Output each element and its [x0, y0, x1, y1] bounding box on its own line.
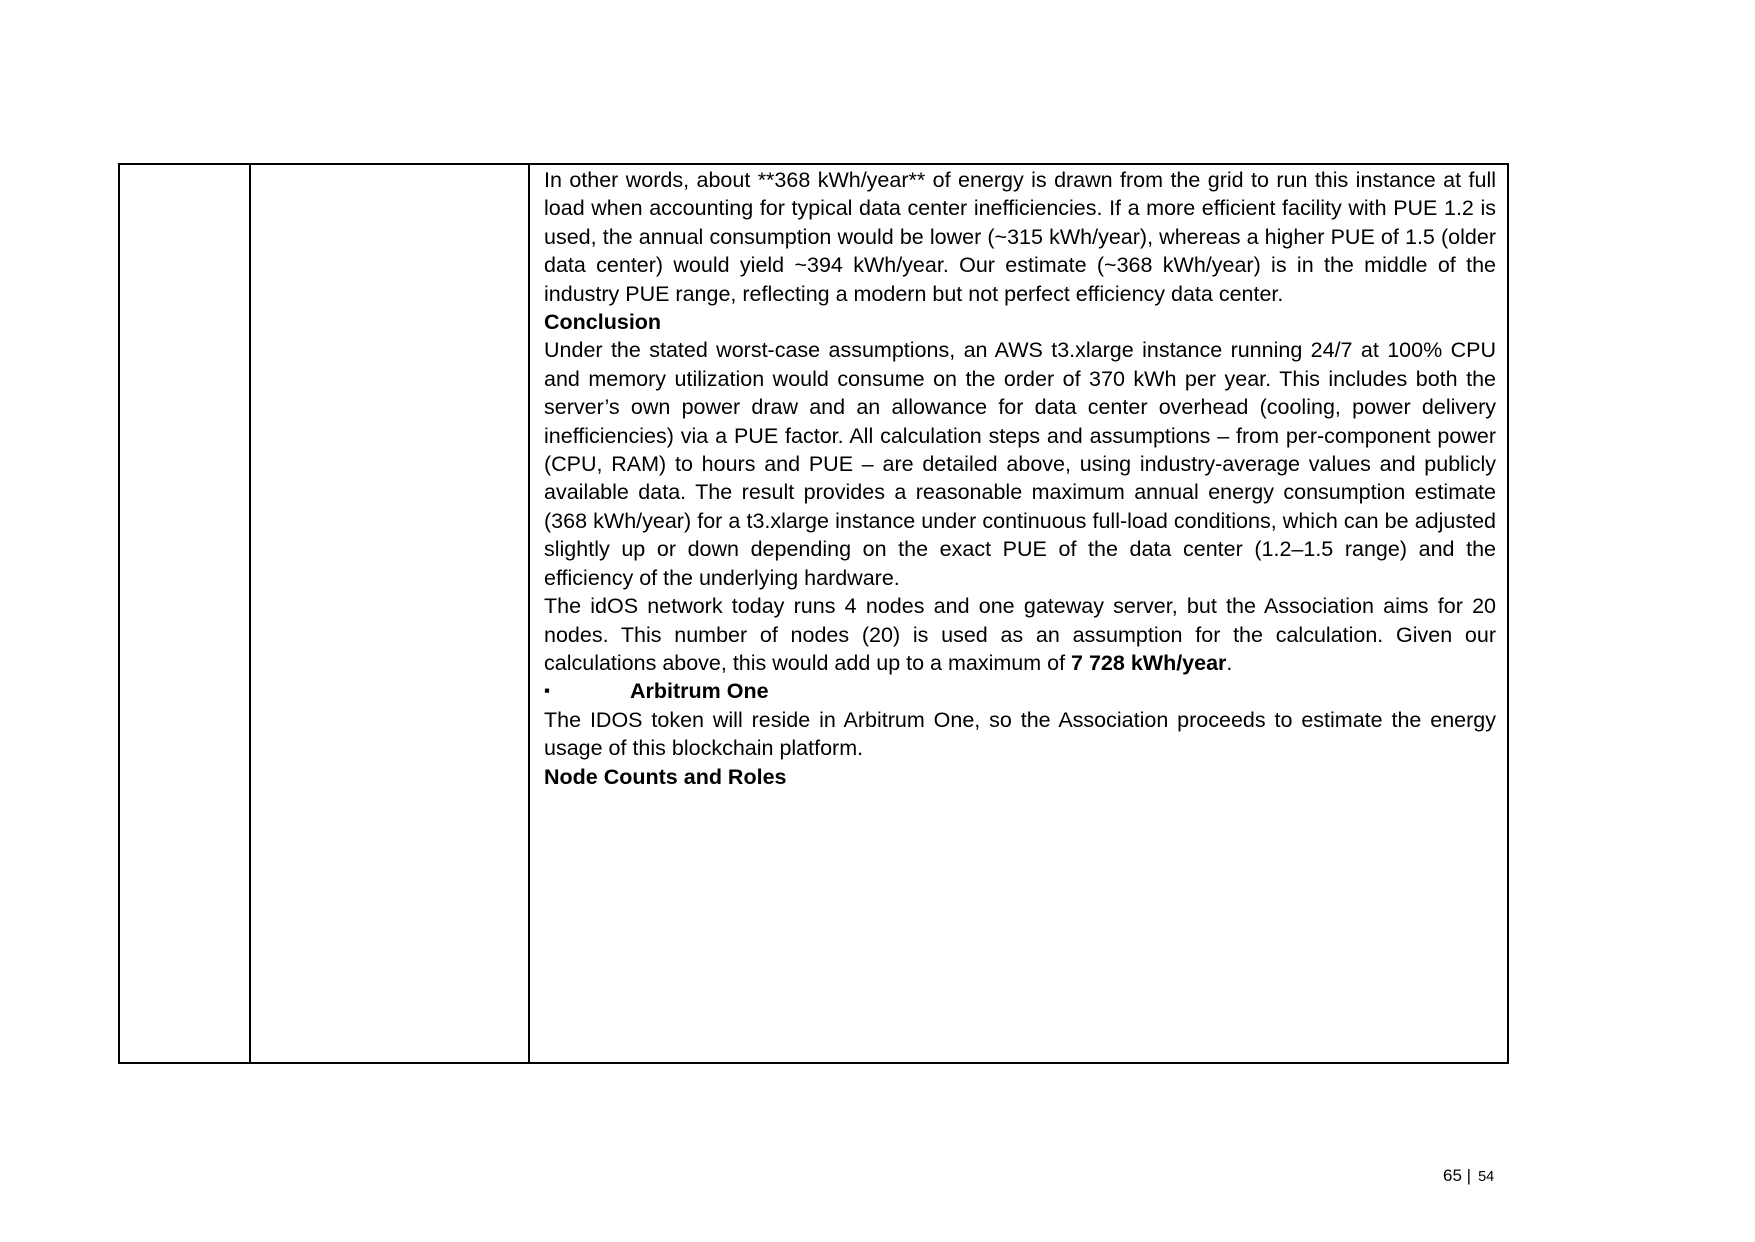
page-number-current: 65 |	[1443, 1166, 1472, 1185]
page-number	[1443, 1166, 1494, 1186]
table-row	[119, 164, 1508, 1063]
table-cell-empty-left	[119, 164, 250, 1063]
square-bullet-icon: ▪	[544, 681, 551, 701]
bullet-label-arbitrum-one: Arbitrum One	[630, 679, 769, 704]
idos-bold-value: 7 728 kWh/year	[1071, 650, 1227, 675]
table-cell-empty-middle	[250, 164, 529, 1063]
paragraph-energy-summary: In other words, about **368 kWh/year** of energy is drawn from the grid to run this instance at full load when accounting for typical data center inefficiencies. If a more efficient facility with PUE 1.2 is used, the annual consumption would be lower (~315 kWh/year), whereas a higher PUE of 1.5 (older data center) would yield ~394 kWh/year. Our estimate (~368 kWh/year) is in the middle of the industry PUE range, reflecting a modern but not perfect efficiency data center.	[544, 168, 1496, 306]
bullet-item-arbitrum	[544, 677, 1496, 705]
heading-conclusion: Conclusion	[544, 310, 662, 335]
paragraph-conclusion: Under the stated worst-case assumptions, an AWS t3.xlarge instance running 24/7 at 100% CPU and memory utilization would consume on the order of 370 kWh per year. This includes both the server’s own power draw and an allowance for data center overhead (cooling, power delivery inefficiencies) via a PUE factor. All calculation steps and assumptions – from per-component power (CPU, RAM) to hours and PUE – are detailed above, using industry-average values and publicly available data. The result provides a reasonable maximum annual energy consumption estimate (368 kWh/year) for a t3.xlarge instance under continuous full-load conditions, which can be adjusted slightly up or down depending on the exact PUE of the data center (1.2–1.5 range) and the efficiency of the underlying hardware.	[544, 338, 1496, 590]
paragraph-idos-network	[544, 592, 1496, 677]
page-number-secondary: 54	[1478, 1169, 1495, 1185]
idos-text-after: .	[1226, 650, 1233, 675]
heading-node-counts: Node Counts and Roles	[544, 764, 787, 789]
table-cell-body-text	[529, 164, 1508, 1063]
idos-text-before: The idOS network today runs 4 nodes and one gateway server, but the Association aims for 20 nodes. This number of nodes (20) is used as an assumption for the calculation. Given our calculations above, this would add up to a maximum of	[544, 594, 1496, 675]
content-table	[118, 163, 1509, 1064]
paragraph-idos-token: The IDOS token will reside in Arbitrum One, so the Association proceeds to estimate the energy usage of this blockchain platform.	[544, 707, 1496, 761]
